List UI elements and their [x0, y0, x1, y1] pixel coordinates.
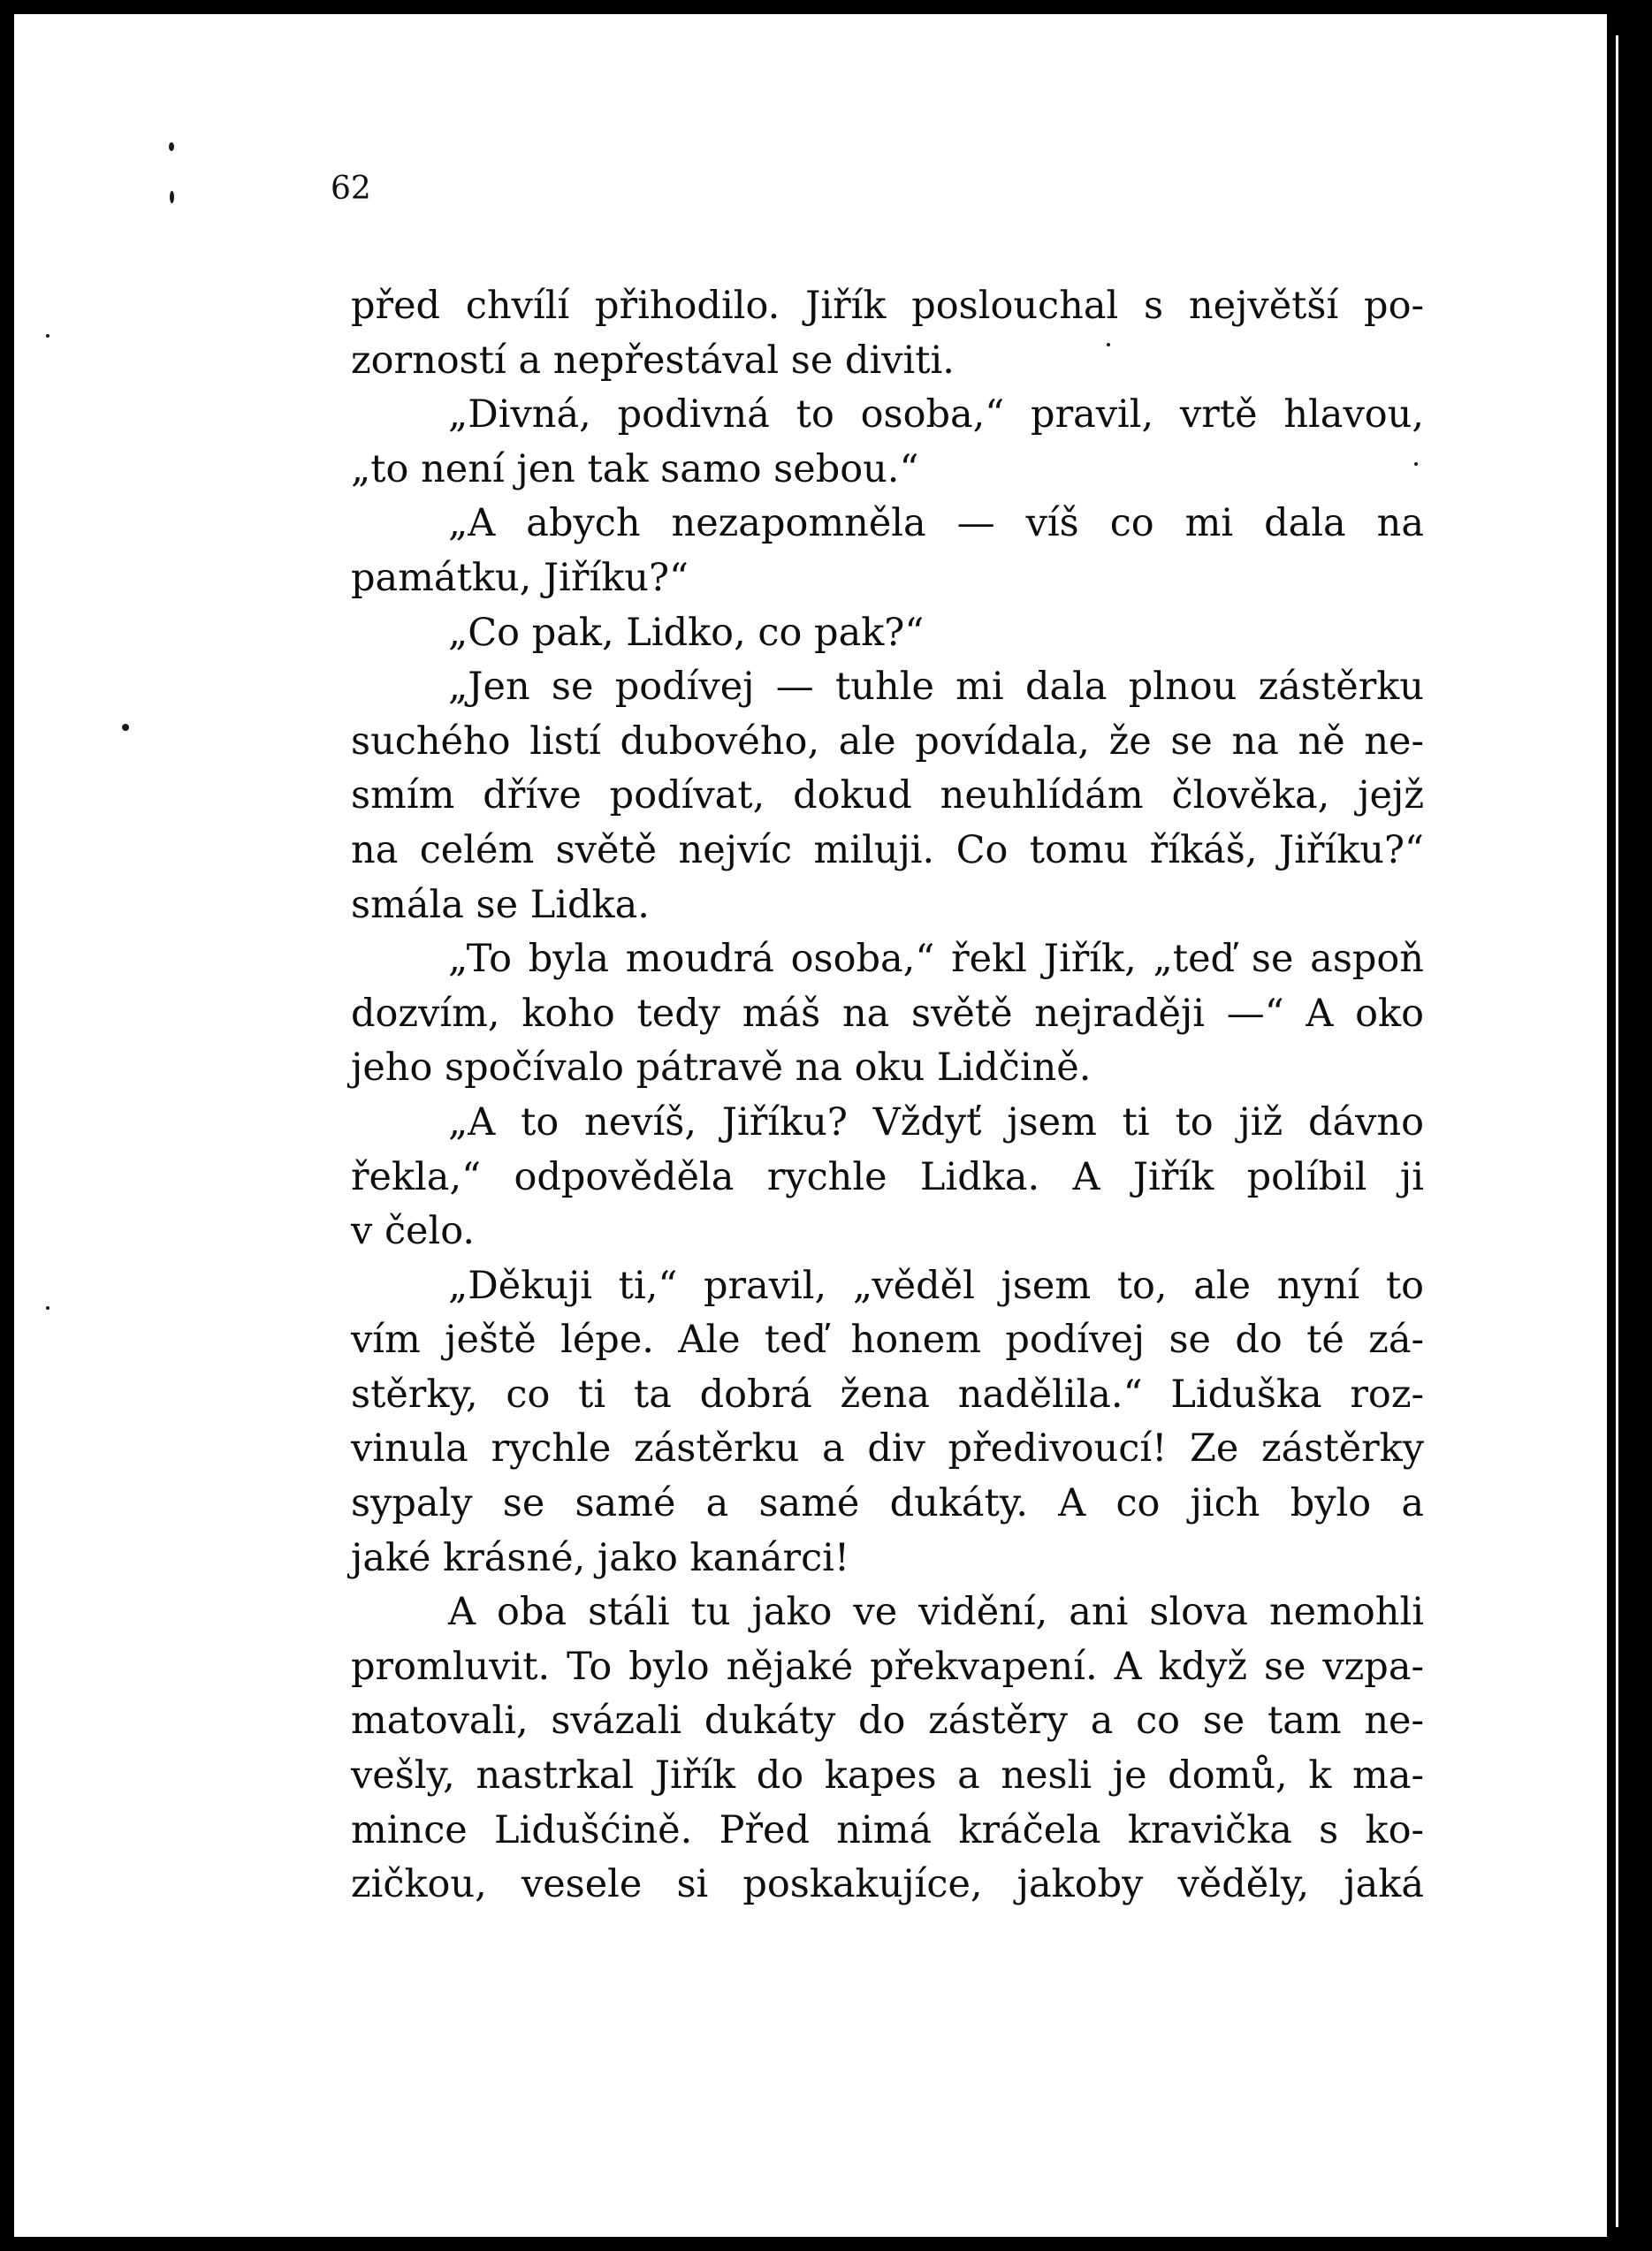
scan-speck	[169, 142, 174, 151]
text-line: jeho spočívalo pátravě na oku Lidčině.	[351, 1046, 1092, 1091]
text-line: „to není jen tak samo sebou.“	[351, 446, 919, 491]
text-line: v čelo.	[351, 1209, 476, 1254]
text-line: vešly, nastrkal Jiřík do kapes a nesli je domů, k ma-	[351, 1753, 1424, 1799]
text-line: matovali, svázali dukáty do zástěry a co se tam ne-	[351, 1699, 1424, 1744]
text-line: na celém světě nejvíc miluji. Co tomu říkáš, Jiříku?“	[351, 827, 1424, 872]
scan-speck	[46, 334, 49, 338]
text-line: dozvím, koho tedy máš na světě nejraději —“ A oko	[351, 991, 1424, 1036]
text-line: promluvit. To bylo nějaké překvapení. A když se vzpa-	[351, 1644, 1424, 1689]
text-line: mince Lidušćině. Před nimá kráčela kravička s ko-	[351, 1807, 1424, 1852]
text-line: „Co pak, Lidko, co pak?“	[448, 610, 925, 655]
text-line: jaké krásné, jako kanárci!	[351, 1535, 850, 1580]
text-line: stěrky, co ti ta dobrá žena nadělila.“ Liduška roz-	[351, 1372, 1424, 1417]
scan-speck	[122, 724, 129, 731]
text-line: před chvílí přihodilo. Jiřík poslouchal s největší po-	[351, 284, 1424, 328]
text-line: „A to nevíš, Jiříku? Vždyť jsem ti to již dávno	[448, 1099, 1424, 1145]
scan-speck	[46, 1306, 49, 1310]
text-line: zorností a nepřestával se diviti.	[351, 338, 955, 383]
text-line: vím ještě lépe. Ale teď honem podívej se do té zá-	[351, 1318, 1424, 1363]
scan-speck	[170, 191, 174, 203]
text-line: sypaly se samé a samé dukáty. A co jich bylo a	[351, 1481, 1424, 1526]
text-line: „Jen se podívej — tuhle mi dala plnou zástěrku	[448, 665, 1424, 710]
text-line: smála se Lidka.	[351, 882, 650, 927]
scan-right-edge	[1607, 0, 1652, 2251]
text-line: památku, Jiříku?“	[351, 555, 689, 600]
body-text	[351, 279, 1424, 1913]
text-line: zičkou, vesele si poskakujíce, jakoby věděly, jaká	[351, 1862, 1424, 1907]
page-number: 62	[331, 171, 371, 207]
text-line: vinula rychle zástěrku a div předivoucí! Ze zástěrky	[351, 1426, 1424, 1472]
scan-edge-line	[1616, 35, 1618, 2227]
text-line: „To byla moudrá osoba,“ řekl Jiřík, „teď se aspoň	[448, 937, 1424, 982]
text-line: suchého listí dubového, ale povídala, že se na ně ne-	[351, 719, 1424, 764]
text-line: A oba stáli tu jako ve vidění, ani slova nemohli	[448, 1590, 1424, 1635]
text-line: „Divná, podivná to osoba,“ pravil, vrtě hlavou,	[448, 392, 1424, 437]
text-line: „Děkuji ti,“ pravil, „věděl jsem to, ale nyní to	[448, 1263, 1424, 1308]
text-line: řekla,“ odpověděla rychle Lidka. A Jiřík políbil ji	[351, 1154, 1424, 1199]
text-line: „A abych nezapomněla — víš co mi dala na	[448, 501, 1424, 546]
text-line: smím dříve podívat, dokud neuhlídám člověka, jejž	[351, 773, 1424, 818]
